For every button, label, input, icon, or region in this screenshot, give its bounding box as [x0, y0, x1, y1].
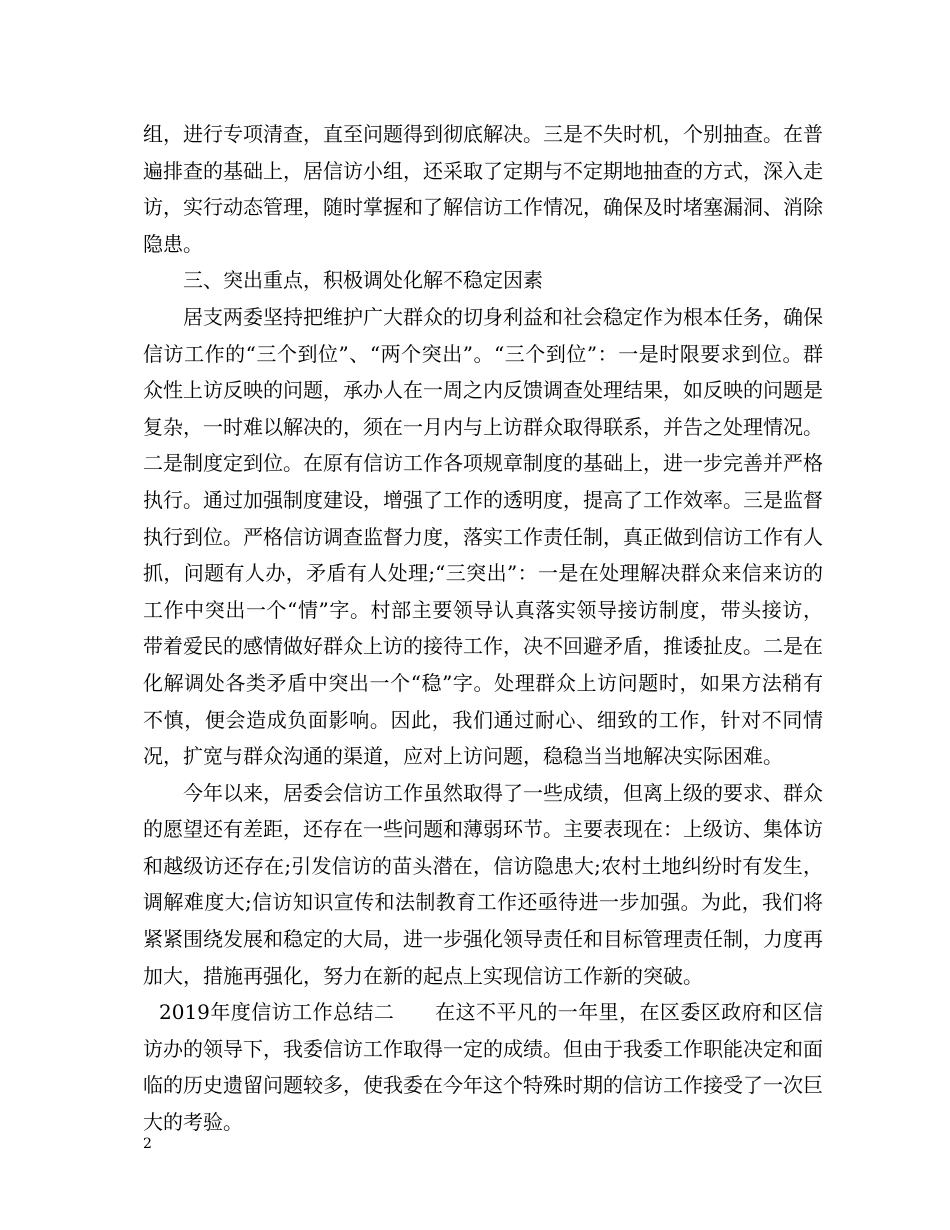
document-body [143, 116, 823, 1141]
paragraph-three-in-place: 居支两委坚持把维护广大群众的切身利益和社会稳定作为根本任务，确保信访工作的“三个到位”、“两个突出”。“三个到位”：一是时限要求到位。群众性上访反映的问题，承办人在一周之内反馈调查处理结果，如反映的问题是复杂，一时难以解决的，须在一月内与上访群众取得联系，并告之处理情况。二是制度定到位。在原有信访工作各项规章制度的基础上，进一步完善并严格执行。通过加强制度建设，增强了工作的透明度，提高了工作效率。三是监督执行到位。严格信访调查监督力度，落实工作责任制，真正做到信访工作有人抓，问题有人办，矛盾有人处理;“三突出”：一是在处理解决群众来信来访的工作中突出一个“情”字。村部主要领导认真落实领导接访制度，带头接访，带着爱民的感情做好群众上访的接待工作，决不回避矛盾，推诿扯皮。二是在化解调处各类矛盾中突出一个“稳”字。处理群众上访问题时，如果方法稍有不慎，便会造成负面影响。因此，我们通过耐心、细致的工作，针对不同情况，扩宽与群众沟通的渠道，应对上访问题，稳稳当当地解决实际困难。 [143, 304, 823, 769]
paragraph-summary: 今年以来，居委会信访工作虽然取得了一些成绩，但离上级的要求、群众的愿望还有差距，还存在一些问题和薄弱环节。主要表现在：上级访、集体访和越级访还存在;引发信访的苗头潜在，信访隐患大;农村土地纠纷时有发生，调解难度大;信访知识宣传和法制教育工作还亟待进一步加强。为此，我们将紧紧围绕发展和稳定的大局，进一步强化领导责任和目标管理责任制，力度再加大，措施再强化，努力在新的起点上实现信访工作新的突破。 [143, 780, 823, 988]
paragraph-continuation: 组，进行专项清查，直至问题得到彻底解决。三是不失时机，个别抽查。在普遍排查的基础上，居信访小组，还采取了定期与不定期地抽查的方式，深入走访，实行动态管理，随时掌握和了解信访工作情况，确保及时堵塞漏洞、消除隐患。 [143, 122, 823, 256]
paragraph-report-two-intro: 2019年度信访工作总结二 在这不平凡的一年里，在区委区政府和区信访办的领导下，我委信访工作取得一定的成绩。但由于我委工作职能决定和面临的历史遗留问题较多，使我委在今年这个特殊时期的信访工作接受了一次巨大的考验。 [143, 1000, 823, 1135]
section-heading: 三、突出重点，积极调处化解不稳定因素 [183, 268, 543, 293]
page-number: 2 [143, 1136, 152, 1152]
